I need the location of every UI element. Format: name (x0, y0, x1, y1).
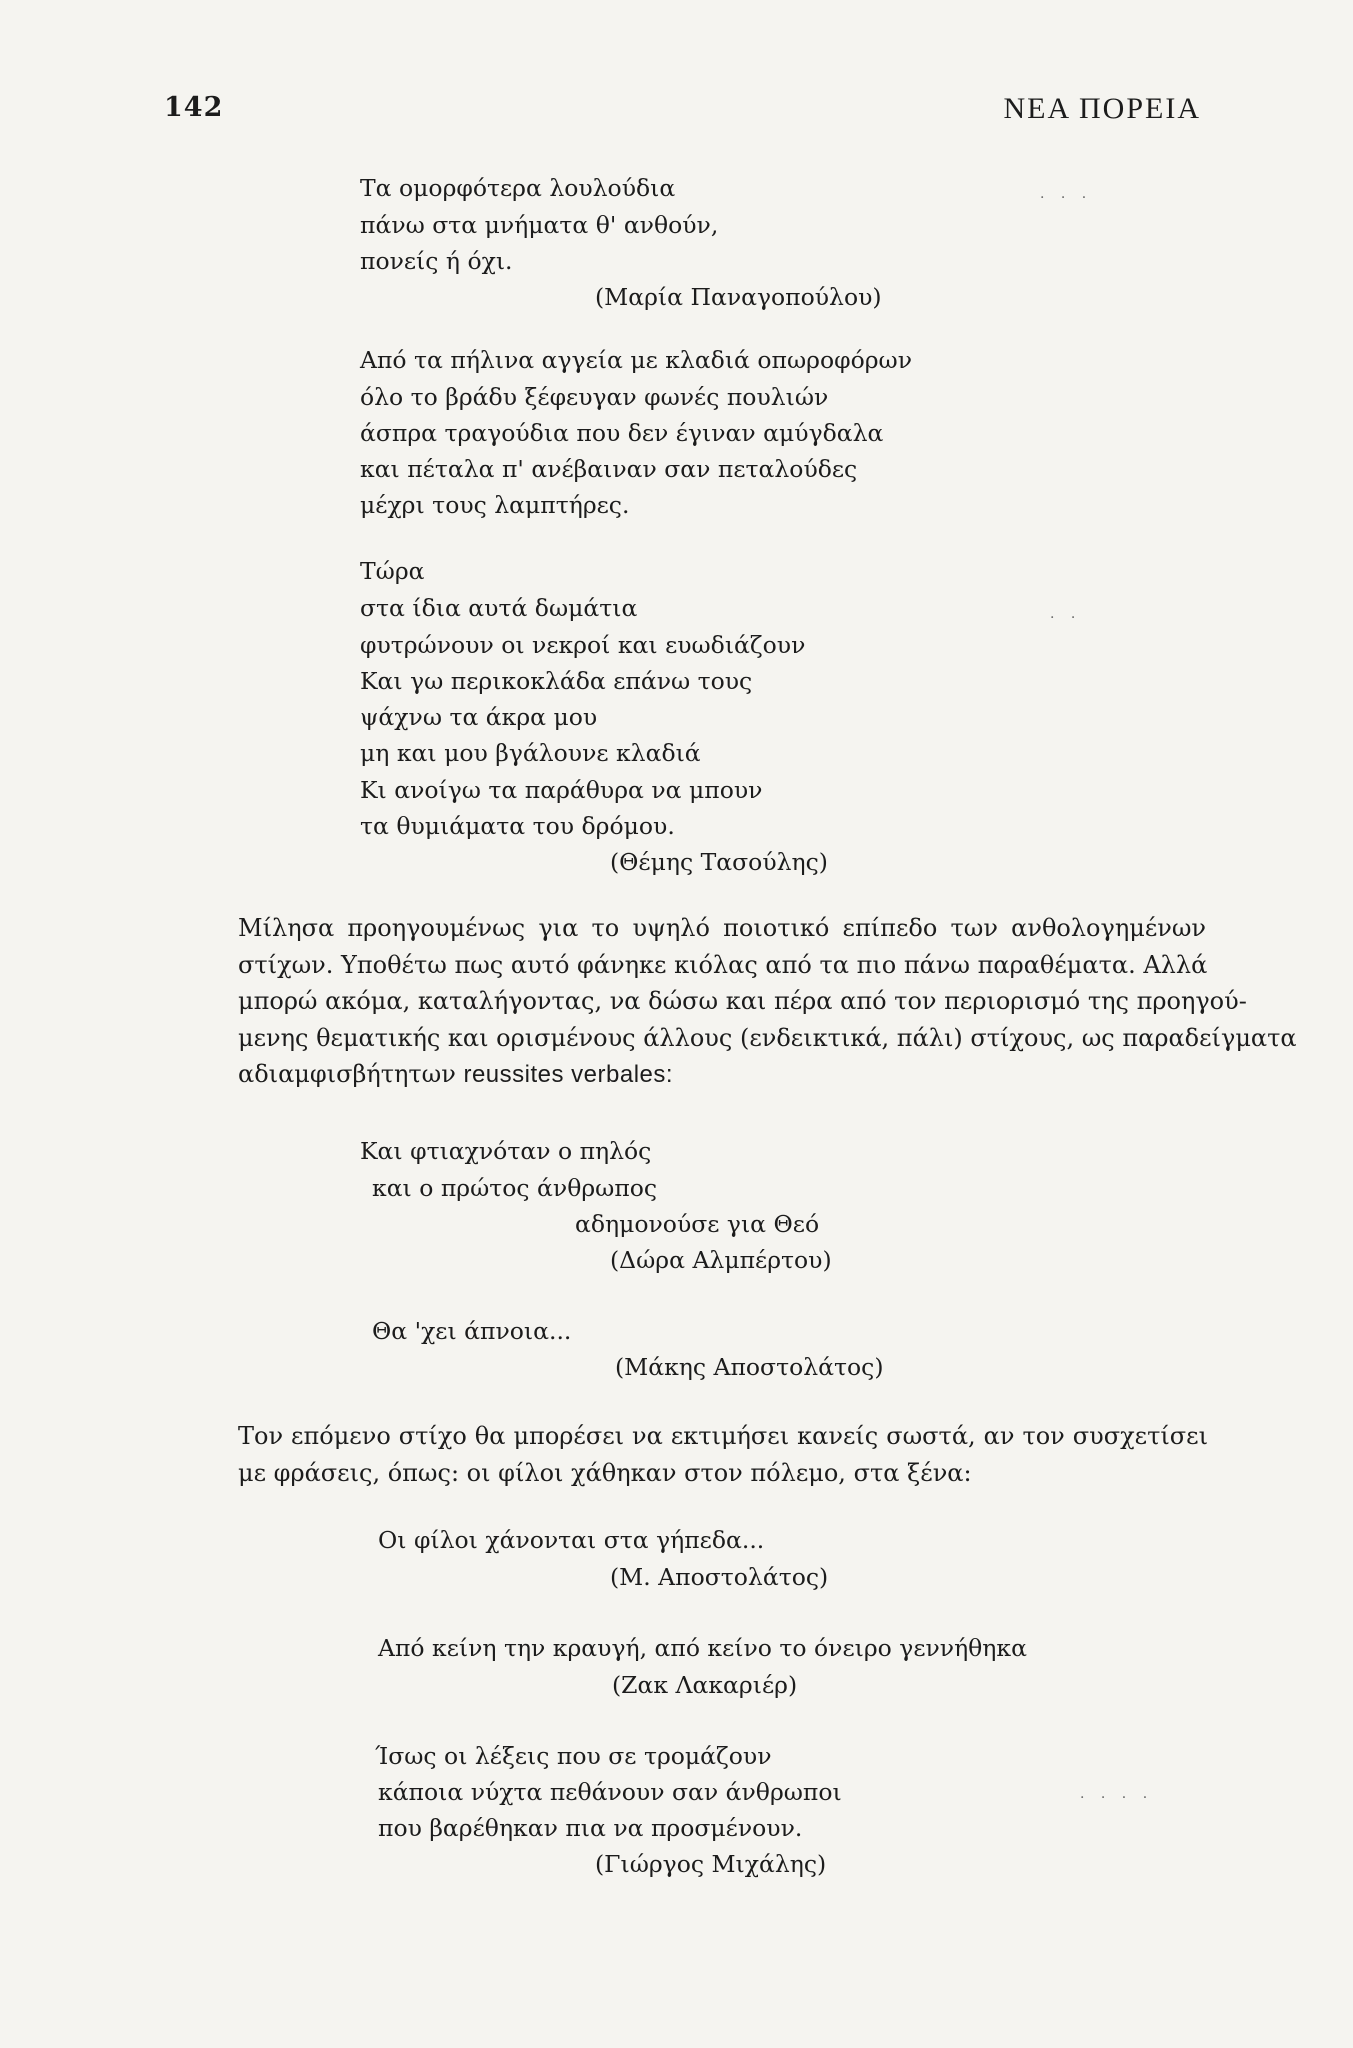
attribution: (Μ. Αποστολάτος) (610, 1563, 829, 1591)
attribution: (Δώρα Αλμπέρτου) (610, 1246, 832, 1274)
scan-noise: · · (1050, 610, 1082, 626)
poem-line: κάποια νύχτα πεθάνουν σαν άνθρωποι (378, 1778, 842, 1806)
prose-line: Μίλησα προηγουμένως για το υψηλό ποιοτικό επίπεδο των ανθολογημένων (238, 914, 1206, 942)
poem-line: όλο το βράδυ ξέφευγαν φωνές πουλιών (360, 383, 829, 411)
poem-line: Τώρα (360, 557, 425, 585)
poem-line: Και φτιαχνόταν ο πηλός (360, 1137, 652, 1165)
poem-line: άσπρα τραγούδια που δεν έγιναν αμύγδαλα (360, 419, 884, 447)
poem-line: στα ίδια αυτά δωμάτια (360, 594, 638, 622)
poem-line: ψάχνω τα άκρα μου (360, 703, 598, 731)
poem-line: πονείς ή όχι. (360, 247, 513, 275)
running-title: ΝΕΑ ΠΟΡΕΙΑ (1003, 92, 1201, 125)
prose-line: στίχων. Υποθέτω πως αυτό φάνηκε κιόλας από τα πιο πάνω παραθέματα. Αλλά (238, 950, 1208, 979)
prose-text: αδιαμφισβήτητων (238, 1060, 456, 1088)
prose-line: μπορώ ακόμα, καταλήγοντας, να δώσω και πέρα από τον περιορισμό της προηγού- (238, 987, 1247, 1015)
poem-line: Τα ομορφότερα λουλούδια (360, 174, 676, 202)
attribution: (Γιώργος Μιχάλης) (595, 1850, 827, 1878)
foreign-phrase: reussites verbales: (463, 1061, 674, 1088)
poem-line: αδημονούσε για Θεό (575, 1210, 820, 1238)
prose-paragraph-1 (238, 910, 1297, 1094)
attribution: (Ζακ Λακαριέρ) (612, 1671, 798, 1699)
poem-line: Οι φίλοι χάνονται στα γήπεδα... (378, 1526, 765, 1554)
attribution: (Μαρία Παναγοπούλου) (595, 283, 882, 311)
poem-line: Θα 'χει άπνοια... (372, 1317, 572, 1345)
poem-line: και πέταλα π' ανέβαιναν σαν πεταλούδες (360, 455, 858, 483)
poem-line: μέχρι τους λαμπτήρες. (360, 491, 630, 519)
poem-line: πάνω στα μνήματα θ' ανθούν, (360, 211, 719, 239)
poem-line: Από κείνη την κραυγή, από κείνο το όνειρο γεννήθηκα (378, 1634, 1027, 1662)
prose-line: μενης θεματικής και ορισμένους άλλους (ενδεικτικά, πάλι) στίχους, ως παραδείγματα (238, 1023, 1297, 1052)
prose-paragraph-2 (238, 1418, 1208, 1491)
attribution: (Μάκης Αποστολάτος) (615, 1353, 884, 1381)
poem-line: Ίσως οι λέξεις που σε τρομάζουν (375, 1742, 772, 1770)
poem-line: μη και μου βγάλουνε κλαδιά (360, 739, 701, 767)
page-number: 142 (164, 92, 224, 123)
prose-line: με φράσεις, όπως: οι φίλοι χάθηκαν στον πόλεμο, στα ξένα: (238, 1458, 972, 1487)
poem-line: Από τα πήλινα αγγεία με κλαδιά οπωροφόρων (360, 346, 912, 374)
prose-line: Τον επόμενο στίχο θα μπορέσει να εκτιμήσει κανείς σωστά, αν τον συσχετίσει (238, 1422, 1208, 1450)
poem-line: και ο πρώτος άνθρωπος (372, 1174, 658, 1202)
attribution: (Θέμης Τασούλης) (610, 848, 828, 876)
prose-line (238, 1056, 1206, 1094)
poem-line: φυτρώνουν οι νεκροί και ευωδιάζουν (360, 631, 806, 659)
poem-line: Κι ανοίγω τα παράθυρα να μπουν (360, 776, 763, 804)
poem-line: τα θυμιάματα του δρόμου. (360, 812, 675, 840)
scan-noise: · · · · (1080, 1790, 1154, 1806)
poem-line: που βαρέθηκαν πια να προσμένουν. (378, 1814, 803, 1842)
poem-line: Και γω περικοκλάδα επάνω τους (360, 667, 753, 695)
scan-noise: · · · (1040, 190, 1093, 206)
